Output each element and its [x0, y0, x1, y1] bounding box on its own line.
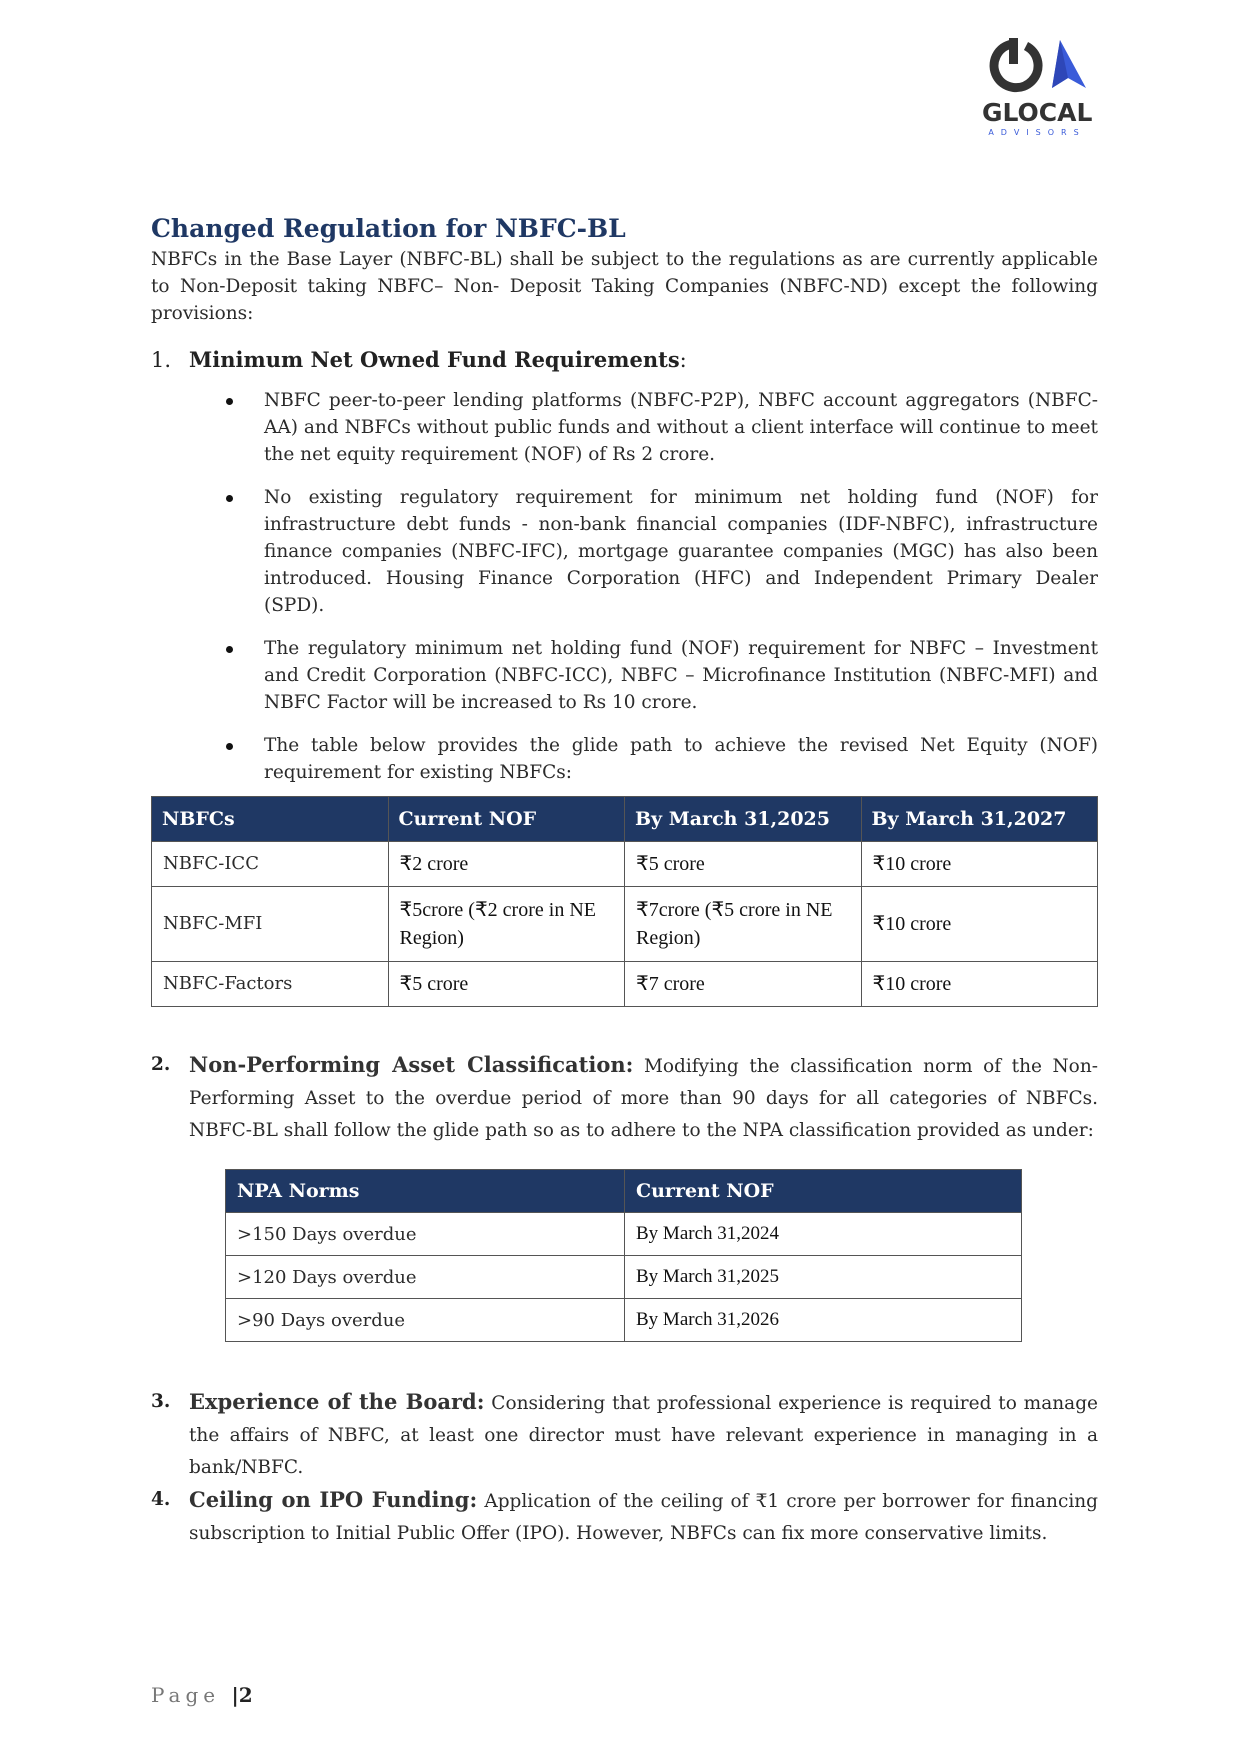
table-cell: ₹5crore (₹2 crore in NE Region) — [388, 887, 625, 962]
list-item: No existing regulatory requirement for minimum net holding fund (NOF) for infrastructure debt funds - non-bank financial companies (IDF-NBFC), infrastructure finance companies (NBFC-IFC), mortgage guarantee companies (MGC) has also been introduced. Housing Finance Corporation (HFC) and Independent Primary Dealer (SPD). — [264, 484, 1098, 619]
table-cell: By March 31,2026 — [625, 1299, 1022, 1342]
list-item: NBFC peer-to-peer lending platforms (NBFC-P2P), NBFC account aggregators (NBFC-AA) and NBFCs without public funds and without a client interface will continue to meet the net equity requirement (NOF) of Rs 2 crore. — [264, 387, 1098, 468]
table-header-row — [152, 797, 1098, 842]
table-header: Current NOF — [388, 797, 625, 842]
table-cell: >150 Days overdue — [226, 1213, 625, 1256]
table-header: By March 31,2027 — [861, 797, 1098, 842]
section-4-number: 4. — [151, 1489, 171, 1510]
page-title: Changed Regulation for NBFC-BL — [151, 214, 626, 243]
list-item: The table below provides the glide path to achieve the revised Net Equity (NOF) requirement for existing NBFCs: — [264, 732, 1098, 786]
table-cell: NBFC-Factors — [152, 962, 389, 1007]
table-cell: >120 Days overdue — [226, 1256, 625, 1299]
table-cell: ₹5 crore — [625, 842, 862, 887]
logo-brand-text: GLOCAL — [982, 98, 1093, 127]
table-header: NPA Norms — [226, 1170, 625, 1213]
section-3 — [151, 1386, 1098, 1484]
section-2-title: Non-Performing Asset Classification: — [189, 1052, 634, 1077]
table-cell: By March 31,2025 — [625, 1256, 1022, 1299]
document-content — [151, 212, 1098, 1550]
table-cell: ₹10 crore — [861, 842, 1098, 887]
table-row — [226, 1299, 1022, 1342]
table-cell: ₹7crore (₹5 crore in NE Region) — [625, 887, 862, 962]
nof-glide-path-table — [151, 796, 1098, 1007]
section-3-number: 3. — [151, 1391, 171, 1412]
footer-label: Page — [151, 1683, 221, 1707]
table-row — [152, 962, 1098, 1007]
page-number: 2 — [238, 1683, 253, 1707]
section-3-text: Considering that professional experience is required to manage the affairs of NBFC, at least one director must have relevant experience in managing in a bank/NBFC. — [189, 1393, 1098, 1478]
logo-mark-icon — [982, 36, 1092, 98]
section-1-title: Minimum Net Owned Fund Requirements — [189, 347, 680, 372]
table-cell: ₹5 crore — [388, 962, 625, 1007]
table-cell: >90 Days overdue — [226, 1299, 625, 1342]
section-1-heading — [151, 345, 1098, 375]
company-logo — [982, 36, 1092, 136]
table-cell: By March 31,2024 — [625, 1213, 1022, 1256]
section-4-title: Ceiling on IPO Funding: — [189, 1487, 478, 1512]
footer-separator: | — [231, 1683, 239, 1707]
section-4 — [151, 1484, 1098, 1550]
npa-norms-table — [225, 1169, 1022, 1342]
page-footer — [151, 1683, 253, 1707]
list-item: The regulatory minimum net holding fund (NOF) requirement for NBFC – Investment and Credit Corporation (NBFC-ICC), NBFC – Microfinance Institution (NBFC-MFI) and NBFC Factor will be increased to Rs 10 crore. — [264, 635, 1098, 716]
table-cell: ₹10 crore — [861, 962, 1098, 1007]
section-1-number: 1. — [151, 348, 172, 372]
section-1-bullet-list — [151, 387, 1098, 786]
table-row — [152, 842, 1098, 887]
table-row — [226, 1213, 1022, 1256]
logo-sub-text: ADVISORS — [988, 128, 1086, 137]
table-cell: ₹7 crore — [625, 962, 862, 1007]
section-1-suffix: : — [679, 348, 687, 372]
table-cell: ₹2 crore — [388, 842, 625, 887]
table-cell: ₹10 crore — [861, 887, 1098, 962]
section-2 — [151, 1049, 1098, 1147]
section-4-text: Application of the ceiling of ₹1 crore per borrower for financing subscription to Initial Public Offer (IPO). However, NBFCs can fix more conservative limits. — [189, 1491, 1099, 1544]
table-cell: NBFC-ICC — [152, 842, 389, 887]
table-row — [152, 887, 1098, 962]
intro-paragraph: NBFCs in the Base Layer (NBFC-BL) shall be subject to the regulations as are currently applicable to Non-Deposit taking NBFC– Non- Deposit Taking Companies (NBFC-ND) except the following provisions: — [151, 249, 1098, 324]
table-header: NBFCs — [152, 797, 389, 842]
table-cell: NBFC-MFI — [152, 887, 389, 962]
section-2-number: 2. — [151, 1054, 171, 1075]
section-2-text: Modifying the classification norm of the Non-Performing Asset to the overdue period of more than 90 days for all categories of NBFCs. NBFC-BL shall follow the glide path so as to adhere to the NPA classification provided as under: — [189, 1056, 1098, 1141]
section-3-title: Experience of the Board: — [189, 1389, 485, 1414]
table-header: Current NOF — [625, 1170, 1022, 1213]
table-header: By March 31,2025 — [625, 797, 862, 842]
table-row — [226, 1256, 1022, 1299]
table-header-row — [226, 1170, 1022, 1213]
